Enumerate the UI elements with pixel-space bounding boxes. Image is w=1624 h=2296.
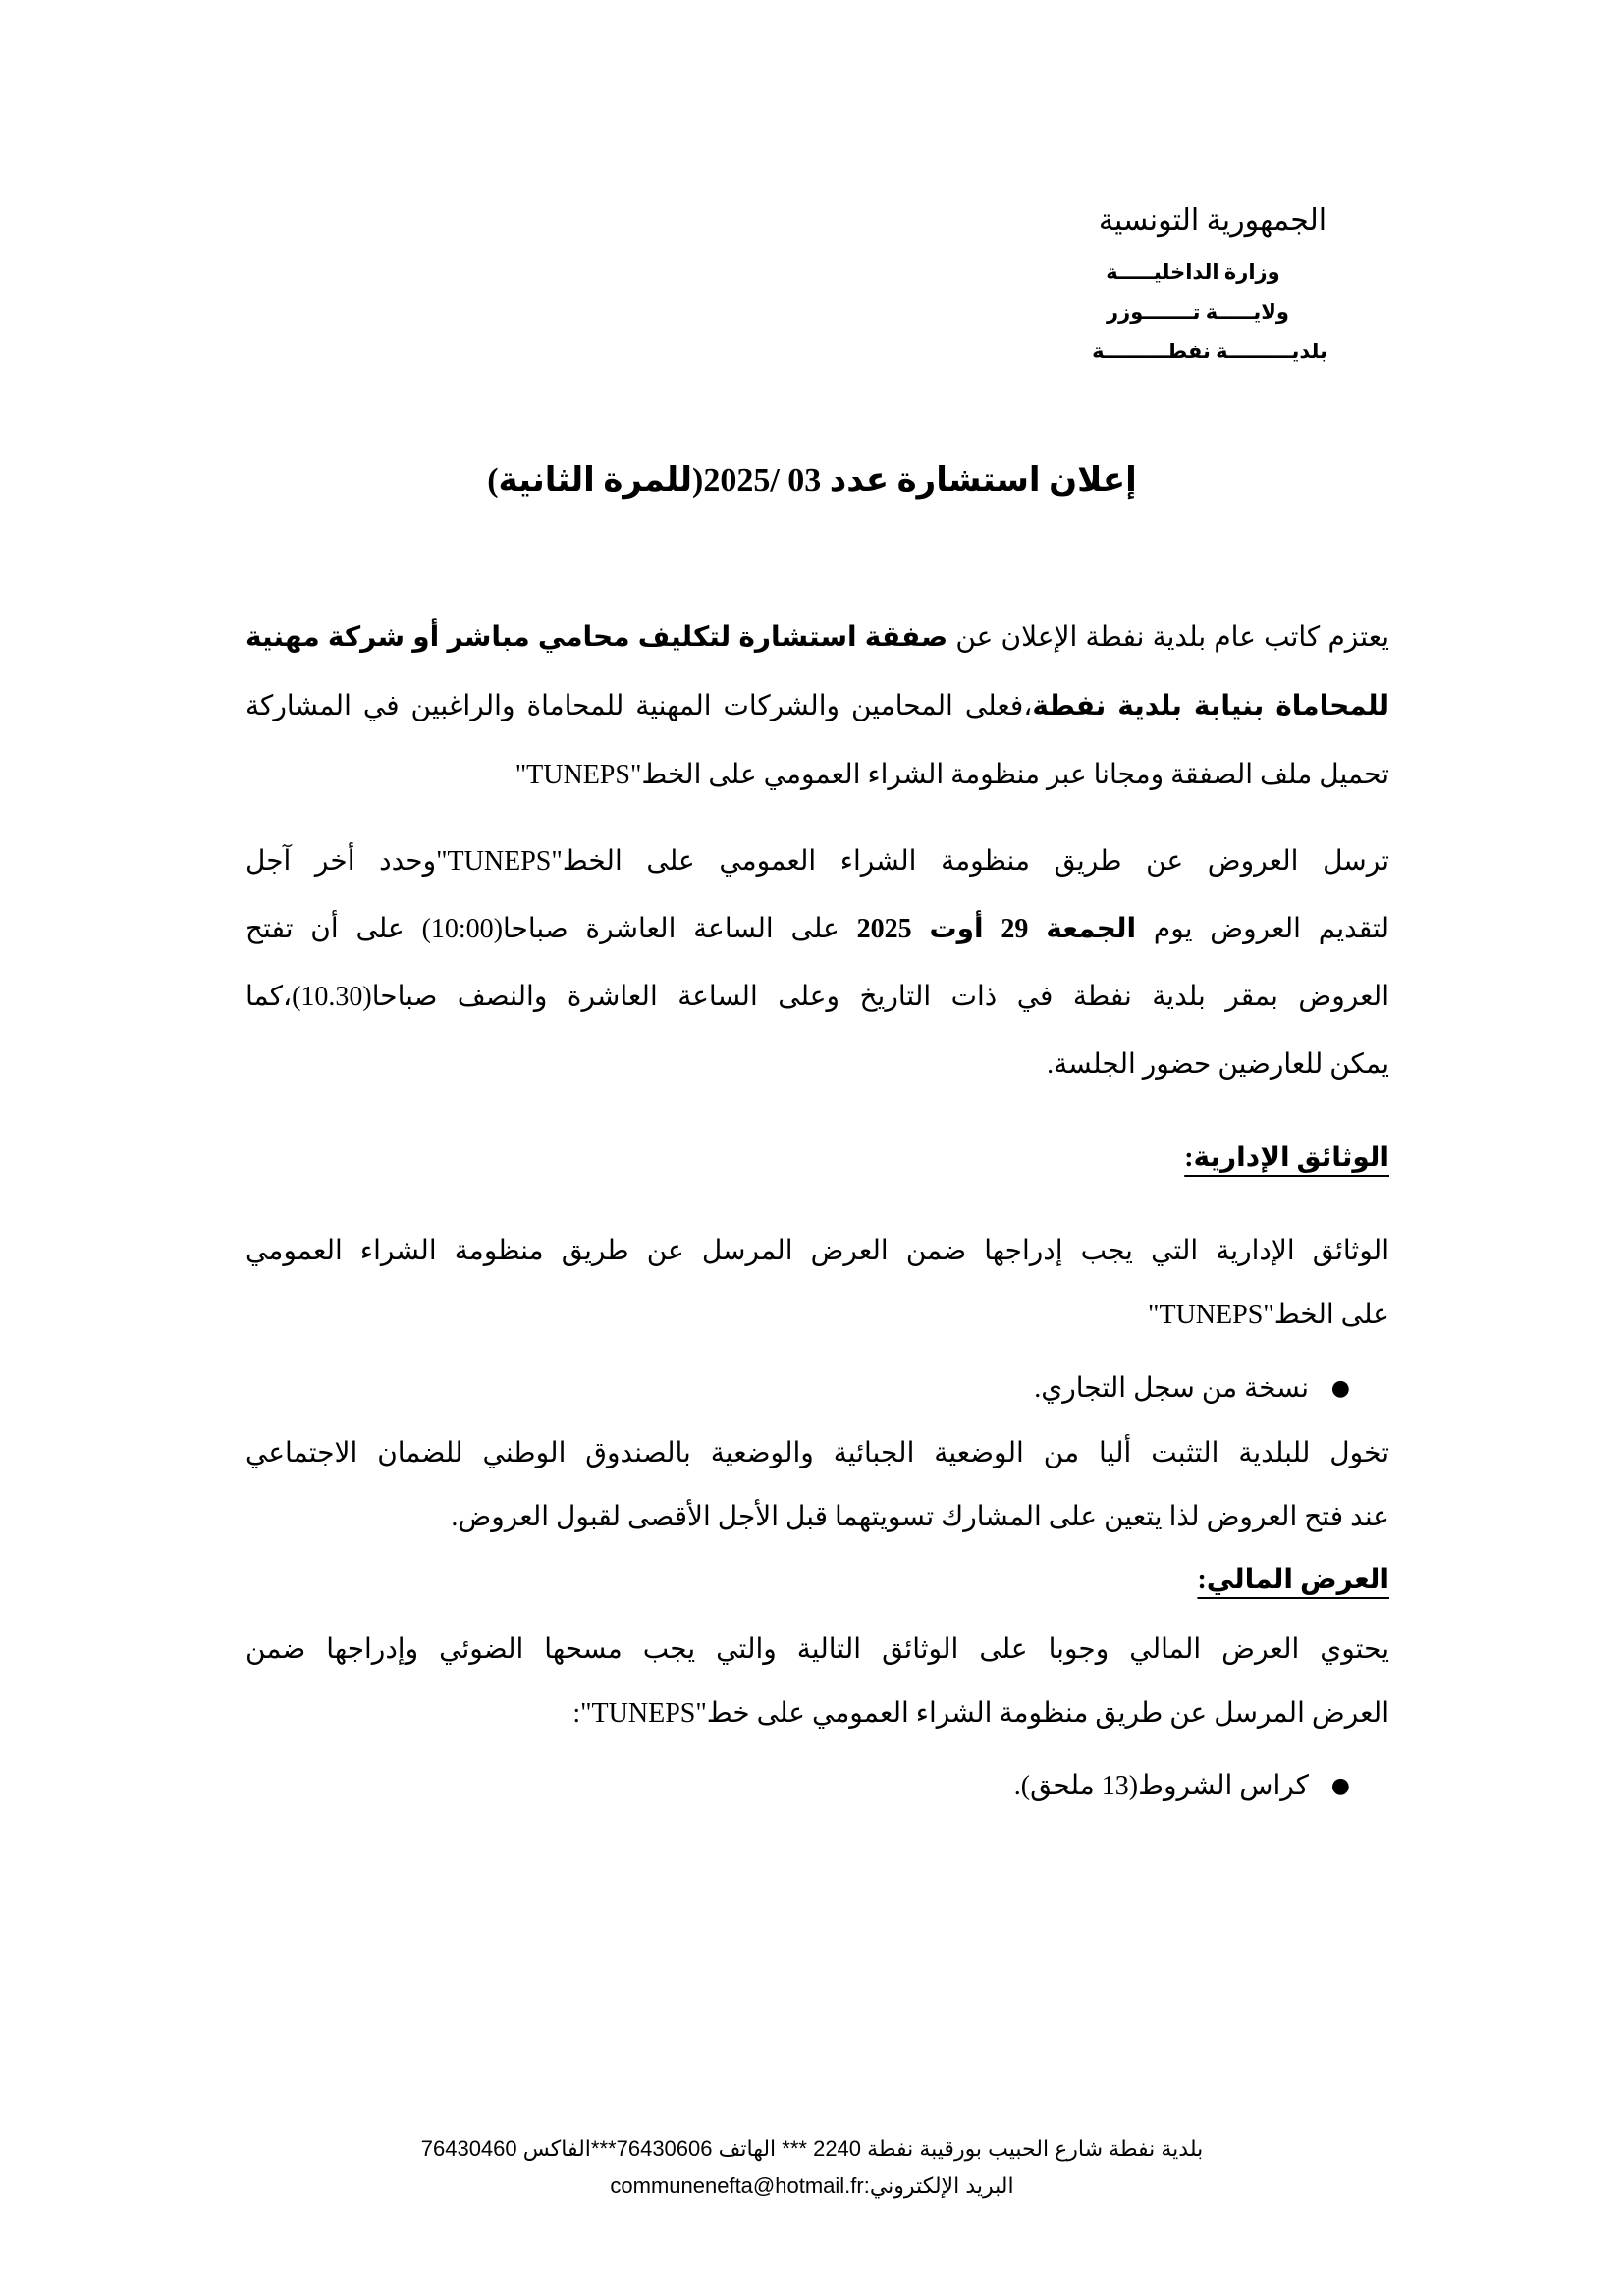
paragraph-line: تخول للبلدية التثبت أليا من الوضعية الجبائية والوضعية بالصندوق الوطني للضمان الاجتماعي	[245, 1438, 1389, 1468]
submission-paragraph	[245, 828, 1389, 1098]
paragraph-line	[245, 604, 1389, 672]
paragraph-line: تحميل ملف الصفقة ومجانا عبر منظومة الشراء العمومي على الخط"TUNEPS"	[514, 760, 1389, 790]
administrative-documents-paragraph	[245, 1219, 1389, 1347]
regular-text: ،فعلى المحامين والشركات المهنية للمحاماة والراغبين في المشاركة	[245, 691, 1033, 721]
header-country: الجمهورية التونسية	[1098, 204, 1327, 237]
list-item	[245, 1754, 1389, 1819]
section-heading-block	[245, 1126, 1389, 1195]
paragraph-line	[245, 672, 1389, 741]
header-governorate: ولايـــــة تـــــــوزر	[1107, 300, 1289, 324]
footer-address: بلدية نفطة شارع الحبيب بورقيبة نفطة 2240 *** الهاتف 76430606***الفاكس 76430460	[420, 2136, 1204, 2161]
paragraph-line: العرض المرسل عن طريق منظومة الشراء العمومي على خط"TUNEPS":	[572, 1698, 1389, 1729]
financial-offer-paragraph	[245, 1618, 1389, 1745]
regular-text: لتقديم العروض يوم	[1136, 914, 1390, 944]
bold-text: للمحاماة بنيابة بلدية نفطة	[1032, 691, 1389, 721]
header-municipality: بلديـــــــــة نفطـــــــــة	[1092, 340, 1327, 363]
financial-offer-list	[245, 1754, 1389, 1819]
paragraph-line: ترسل العروض عن طريق منظومة الشراء العمومي على الخط"TUNEPS"وحدد أخر آجل	[245, 846, 1389, 877]
paragraph-line: على الخط"TUNEPS"	[1148, 1300, 1389, 1330]
regular-text: يعتزم كاتب عام بلدية نفطة الإعلان عن	[947, 622, 1389, 653]
list-item-text: كراس الشروط(13 ملحق).	[1013, 1771, 1309, 1801]
administrative-documents-heading: الوثائق الإدارية:	[1184, 1143, 1389, 1173]
list-item-text: نسخة من سجل التجاري.	[1034, 1373, 1309, 1404]
administrative-documents-list	[245, 1357, 1389, 1421]
paragraph-line: عند فتح العروض لذا يتعين على المشارك تسويتهما قبل الأجل الأقصى لقبول العروض.	[451, 1502, 1389, 1532]
page-footer	[0, 2130, 1624, 2205]
footer-email: البريد الإلكتروني:communenefta@hotmail.fr	[610, 2173, 1014, 2198]
paragraph-line: يمكن للعارضين حضور الجلسة.	[1047, 1049, 1389, 1080]
bullet-icon: ●	[1330, 1774, 1350, 1798]
document-title: إعلان استشارة عدد 03 /2025(للمرة الثانية)	[487, 462, 1137, 499]
list-item	[245, 1357, 1389, 1421]
announcement-paragraph	[245, 604, 1389, 810]
paragraph-line: الوثائق الإدارية التي يجب إدراجها ضمن العرض المرسل عن طريق منظومة الشراء العمومي	[245, 1236, 1389, 1266]
regular-text: على الساعة العاشرة صباحا(10:00) على أن تفتح	[245, 914, 857, 944]
paragraph-line: يحتوي العرض المالي وجوبا على الوثائق التالية والتي يجب مسحها الضوئي وإدراجها ضمن	[245, 1634, 1389, 1665]
paragraph-line: العروض بمقر بلدية نفطة في ذات التاريخ وعلى الساعة العاشرة والنصف صباحا(10.30)،كما	[245, 982, 1389, 1012]
deadline-date: الجمعة 29 أوت 2025	[856, 914, 1137, 944]
bold-text: صفقة استشارة لتكليف محامي مباشر أو شركة مهنية	[245, 622, 948, 653]
paragraph-line	[245, 895, 1389, 963]
header-ministry: وزارة الداخليـــــة	[1106, 260, 1280, 284]
section-heading-block	[245, 1548, 1389, 1617]
financial-offer-heading: العرض المالي:	[1197, 1565, 1389, 1595]
bullet-icon: ●	[1330, 1376, 1350, 1401]
administrative-note-paragraph	[245, 1421, 1389, 1549]
